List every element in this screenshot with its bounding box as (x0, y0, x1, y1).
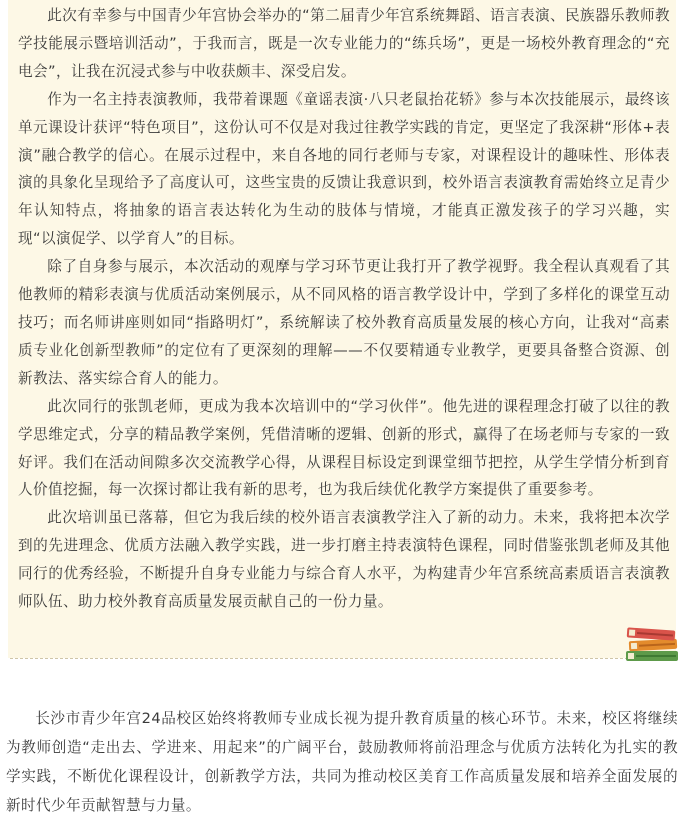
reflection-text (18, 2, 670, 616)
paragraph: 此次有幸参与中国青少年宫协会举办的“第二届青少年宫系统舞蹈、语言表演、民族器乐教师教学技能展示暨培训活动”，于我而言，既是一次专业能力的“练兵场”，更是一场校外教育理念的“充电会”，让我在沉浸式参与中收获颇丰、深受启发。 (18, 7, 670, 80)
paragraph: 除了自身参与展示，本次活动的观摩与学习环节更让我打开了教学视野。我全程认真观看了其他教师的精彩表演与优质活动案例展示，从不同风格的语言教学设计中，学到了多样化的课堂互动技巧；而名师讲座则如同“指路明灯”，系统解读了校外教育高质量发展的核心方向，让我对“高素质专业化创新型教师”的定位有了更深刻的理解——不仅要精通专业教学，更要具备整合资源、创新教法、落实综合育人的能力。 (18, 258, 670, 387)
books-icon (624, 624, 680, 664)
paragraph: 作为一名主持表演教师，我带着课题《童谣表演·八只老鼠抬花轿》参与本次技能展示，最终该单元课设计获评“特色项目”，这份认可不仅是对我过往教学实践的肯定，更坚定了我深耕“形体+表演”融合教学的信心。在展示过程中，来自各地的同行老师与专家，对课程设计的趣味性、形体表演的具象化呈现给予了高度认可，这些宝贵的反馈让我意识到，校外语言表演教育需始终立足青少年认知特点，将抽象的语言表达转化为生动的肢体与情境，才能真正激发孩子的学习兴趣，实现“以演促学、以学育人”的目标。 (18, 90, 670, 248)
dashed-divider (10, 658, 678, 659)
reflection-card (8, 0, 676, 658)
paragraph: 此次培训虽已落幕，但它为我后续的校外语言表演教学注入了新的动力。未来，我将把本次学到的先进理念、优质方法融入教学实践，进一步打磨主持表演特色课程，同时借鉴张凯老师及其他同行的优秀经验，不断提升自身专业能力与综合育人水平，为构建青少年宫系统高素质语言表演教师队伍、助力校外教育高质量发展贡献自己的一份力量。 (18, 509, 670, 611)
paragraph: 此次同行的张凯老师，更成为我本次培训中的“学习伙伴”。他先进的课程理念打破了以往的教学思维定式，分享的精品教学案例，凭借清晰的逻辑、创新的形式，赢得了在场老师与专家的一致好评。我们在活动间隙多次交流教学心得，从课程目标设定到课堂细节把控，从学生学情分析到育人价值挖掘，每一次探讨都让我有新的思考，也为我后续优化教学方案提供了重要参考。 (18, 397, 670, 499)
paragraph: 长沙市青少年宫24品校区始终将教师专业成长视为提升教育质量的核心环节。未来，校区将继续为教师创造“走出去、学进来、用起来”的广阔平台，鼓励教师将前沿理念与优质方法转化为扎实的教学实践，不断优化课程设计，创新教学方法，共同为推动校区美育工作高质量发展和培养全面发展的新时代少年贡献智慧与力量。 (6, 710, 678, 814)
closing-text (6, 704, 678, 820)
